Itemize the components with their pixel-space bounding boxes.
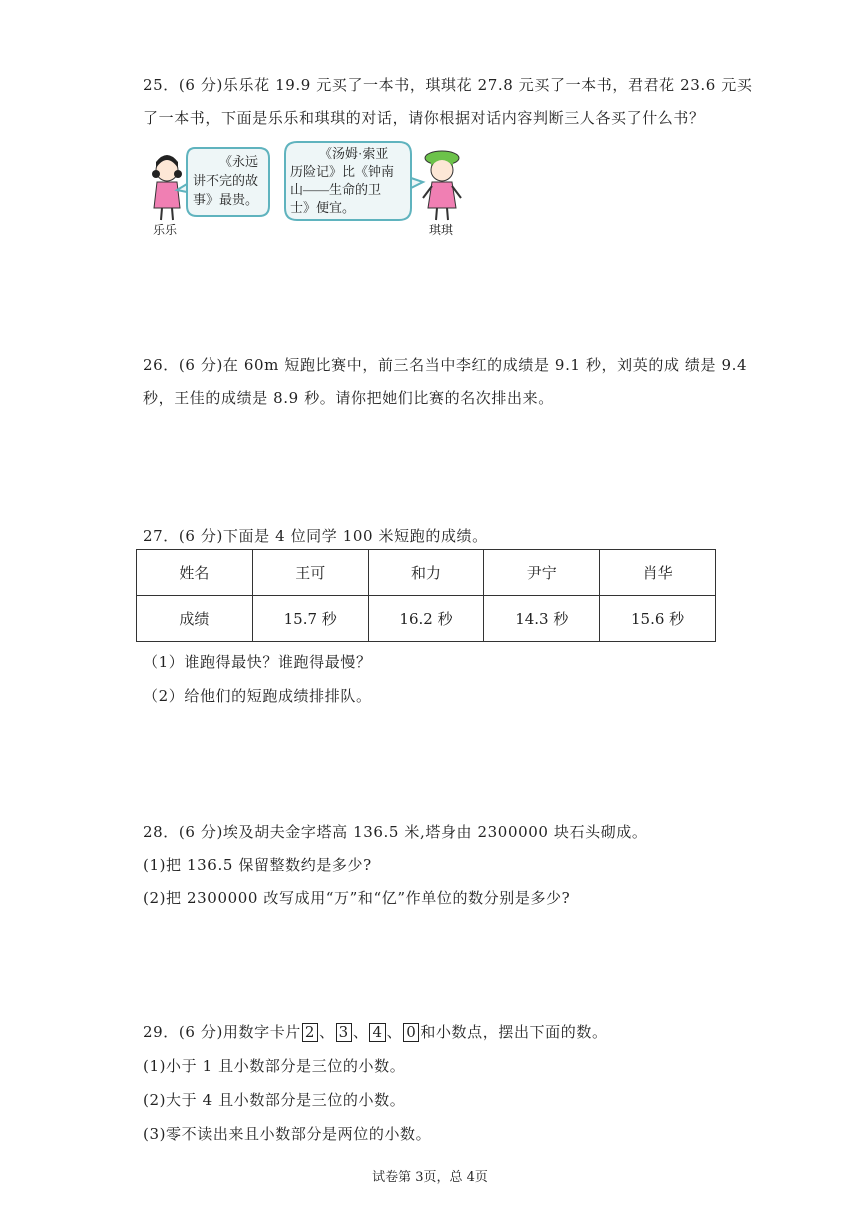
q28-line1: 28．(6 分)埃及胡夫金字塔高 136.5 米,塔身由 2300000 块石头砌成。 bbox=[143, 823, 648, 841]
left-bubble-line1: 《永远 bbox=[219, 154, 259, 169]
dialogue-illustration bbox=[147, 140, 465, 238]
table-cell: 14.3 秒 bbox=[484, 596, 600, 642]
q26-line2: 秒，王佳的成绩是 8.9 秒。请你把她们比赛的名次排出来。 bbox=[143, 389, 554, 407]
q29-prefix: 29．(6 分)用数字卡片 bbox=[143, 1023, 301, 1041]
lele-girl-icon bbox=[152, 155, 182, 220]
q27-sub2: （2）给他们的短跑成绩排排队。 bbox=[143, 687, 372, 705]
digit-card: 4 bbox=[369, 1023, 385, 1042]
digit-card: 0 bbox=[403, 1023, 419, 1042]
table-cell: 15.7 秒 bbox=[252, 596, 368, 642]
q25-line2: 了一本书，下面是乐乐和琪琪的对话，请你根据对话内容判断三人各买了什么书？ bbox=[143, 109, 705, 127]
qiqi-girl-icon bbox=[423, 151, 461, 220]
table-cell: 15.6 秒 bbox=[600, 596, 716, 642]
digit-card: 3 bbox=[336, 1023, 352, 1042]
name-lele: 乐乐 bbox=[153, 223, 178, 237]
q28-sub1: (1)把 136.5 保留整数约是多少? bbox=[143, 856, 372, 874]
q27-sub1: （1）谁跑得最快？谁跑得最慢？ bbox=[143, 653, 372, 671]
right-bubble-line2: 历险记》比《钟南 bbox=[290, 164, 395, 179]
q29-sub2: (2)大于 4 且小数部分是三位的小数。 bbox=[143, 1091, 406, 1109]
table-cell: 16.2 秒 bbox=[368, 596, 484, 642]
right-bubble-line4: 士》便宜。 bbox=[290, 200, 356, 215]
separator: 、 bbox=[386, 1023, 403, 1041]
digit-card: 2 bbox=[302, 1023, 318, 1042]
q29-sub3: (3)零不读出来且小数部分是两位的小数。 bbox=[143, 1125, 432, 1143]
separator: 、 bbox=[352, 1023, 369, 1041]
right-bubble-line3: 山——生命的卫 bbox=[290, 182, 382, 197]
left-bubble-line3: 事》最贵。 bbox=[193, 192, 259, 207]
page-footer: 试卷第 3页，总 4页 bbox=[372, 1170, 488, 1185]
table-cell: 肖华 bbox=[600, 550, 716, 596]
q29-sub1: (1)小于 1 且小数部分是三位的小数。 bbox=[143, 1057, 406, 1075]
table-cell: 姓名 bbox=[137, 550, 253, 596]
scores-table bbox=[136, 549, 716, 642]
table-cell: 尹宁 bbox=[484, 550, 600, 596]
name-qiqi: 琪琪 bbox=[429, 223, 454, 237]
right-bubble-line1: 《汤姆·索亚 bbox=[319, 146, 389, 161]
q28-sub2: (2)把 2300000 改写成用“万”和“亿”作单位的数分别是多少? bbox=[143, 889, 571, 907]
q27-line1: 27．(6 分)下面是 4 位同学 100 米短跑的成绩。 bbox=[143, 527, 488, 545]
q29-suffix: 和小数点，摆出下面的数。 bbox=[420, 1023, 608, 1041]
q25-line1: 25．(6 分)乐乐花 19.9 元买了一本书，琪琪花 27.8 元买了一本书，君君花 23.6 元买 bbox=[143, 76, 753, 94]
left-bubble-line2: 讲不完的故 bbox=[193, 173, 259, 188]
table-cell: 成绩 bbox=[137, 596, 253, 642]
table-cell: 和力 bbox=[368, 550, 484, 596]
table-header-row bbox=[137, 550, 716, 596]
separator: 、 bbox=[319, 1023, 335, 1041]
q26-line1: 26．(6 分)在 60m 短跑比赛中，前三名当中李红的成绩是 9.1 秒，刘英的成 绩是 9.4 bbox=[143, 356, 748, 374]
q29-line1 bbox=[143, 1021, 608, 1042]
table-cell: 王可 bbox=[252, 550, 368, 596]
table-row bbox=[137, 596, 716, 642]
